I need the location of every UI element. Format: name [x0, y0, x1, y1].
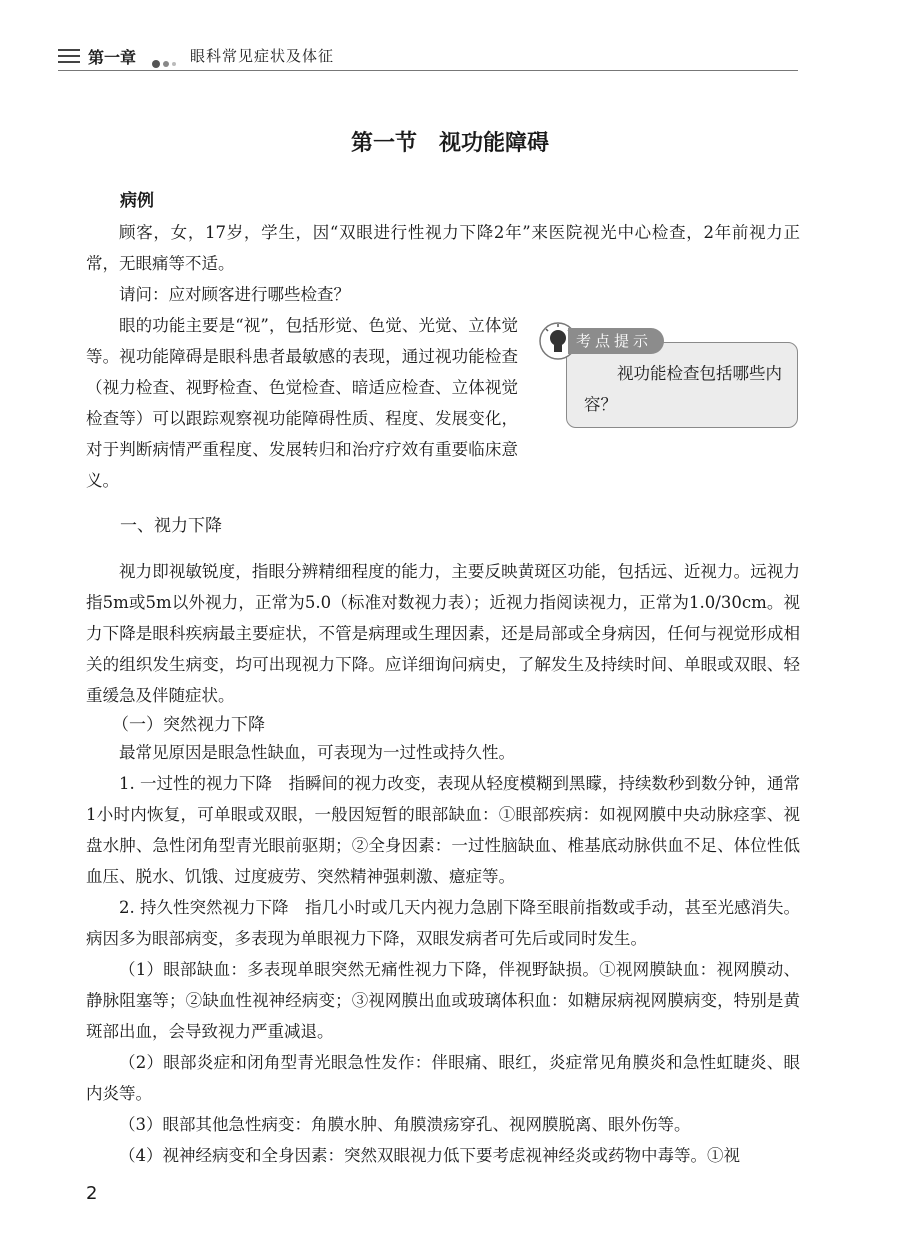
- tip-badge: 考点提示: [568, 328, 664, 354]
- running-header: [0, 40, 800, 72]
- chapter-title: 眼科常见症状及体征: [190, 47, 335, 65]
- paragraph-common-cause: 最常见原因是眼急性缺血，可表现为一过性或持久性。: [119, 743, 515, 762]
- section-name: 视功能障碍: [439, 131, 550, 156]
- header-rule: [58, 70, 798, 71]
- heading-sudden-vision-loss: （一）突然视力下降: [112, 715, 265, 735]
- page-number: 2: [86, 1183, 98, 1204]
- paragraph-other-acute: （3）眼部其他急性病变：角膜水肿、角膜溃疡穿孔、视网膜脱离、眼外伤等。: [119, 1115, 691, 1134]
- intro-paragraph: 眼的功能主要是“视”，包括形觉、色觉、光觉、立体觉等。视功能障碍是眼科患者最敏感的表现，通过视功能检查（视力检查、视野检查、色觉检查、暗适应检查、立体视觉检查等）可以跟踪观察视功能障碍性质、程度、发展变化，对于判断病情严重程度、发展转归和治疗疗效有重要临床意义。: [86, 316, 518, 490]
- paragraph-ischemia: （1）眼部缺血：多表现单眼突然无痛性视力下降，伴视野缺损。①视网膜缺血：视网膜动、静脉阻塞等；②缺血性视神经病变；③视网膜出血或玻璃体积血：如糖尿病视网膜病变，特别是黄斑部出血，会导致视力严重减退。: [86, 960, 800, 1041]
- tip-text: 视功能检查包括哪些内容？: [584, 364, 782, 414]
- case-text: 顾客，女，17岁，学生，因“双眼进行性视力下降2年”来医院视光中心检查，2年前视力正常，无眼痛等不适。: [86, 223, 800, 273]
- case-label: 病例: [120, 191, 154, 211]
- paragraph-optic-nerve: （4）视神经病变和全身因素：突然双眼视力低下要考虑视神经炎或药物中毒等。①视: [119, 1146, 740, 1165]
- paragraph-persistent-loss: 2. 持久性突然视力下降 指几小时或几天内视力急剧下降至眼前指数或手动，甚至光感消失。病因多为眼部病变，多表现为单眼视力下降，双眼发病者可先后或同时发生。: [86, 898, 800, 948]
- paragraph-inflammation: （2）眼部炎症和闭角型青光眼急性发作：伴眼痛、眼红，炎症常见角膜炎和急性虹睫炎、眼内炎等。: [86, 1053, 800, 1103]
- section-number: 第一节: [350, 131, 417, 156]
- paragraph-transient-loss: 1. 一过性的视力下降 指瞬间的视力改变，表现从轻度模糊到黑矇，持续数秒到数分钟，通常1小时内恢复，可单眼或双眼，一般因短暂的眼部缺血：①眼部疾病：如视网膜中央动脉痉挛、视盘水肿、急性闭角型青光眼前驱期；②全身因素：一过性脑缺血、椎基底动脉供血不足、体位性低血压、脱水、饥饿、过度疲劳、突然精神强刺激、癔症等。: [86, 774, 800, 886]
- section-title: [0, 126, 900, 157]
- header-lines-icon: [58, 49, 80, 63]
- heading-vision-loss: 一、视力下降: [120, 516, 222, 536]
- case-question: 请问：应对顾客进行哪些检查？: [119, 285, 350, 304]
- paragraph-visual-acuity: 视力即视敏锐度，指眼分辨精细程度的能力，主要反映黄斑区功能，包括远、近视力。远视力指5m或5m以外视力，正常为5.0（标准对数视力表）；近视力指阅读视力，正常为1.0/30cm。视力下降是眼科疾病最主要症状，不管是病理或生理因素，还是局部或全身病因，任何与视觉形成相关的组织发生病变，均可出现视力下降。应详细询问病史，了解发生及持续时间、单眼或双眼、轻重缓急及伴随症状。: [86, 562, 800, 705]
- chapter-label: 第一章: [88, 48, 137, 67]
